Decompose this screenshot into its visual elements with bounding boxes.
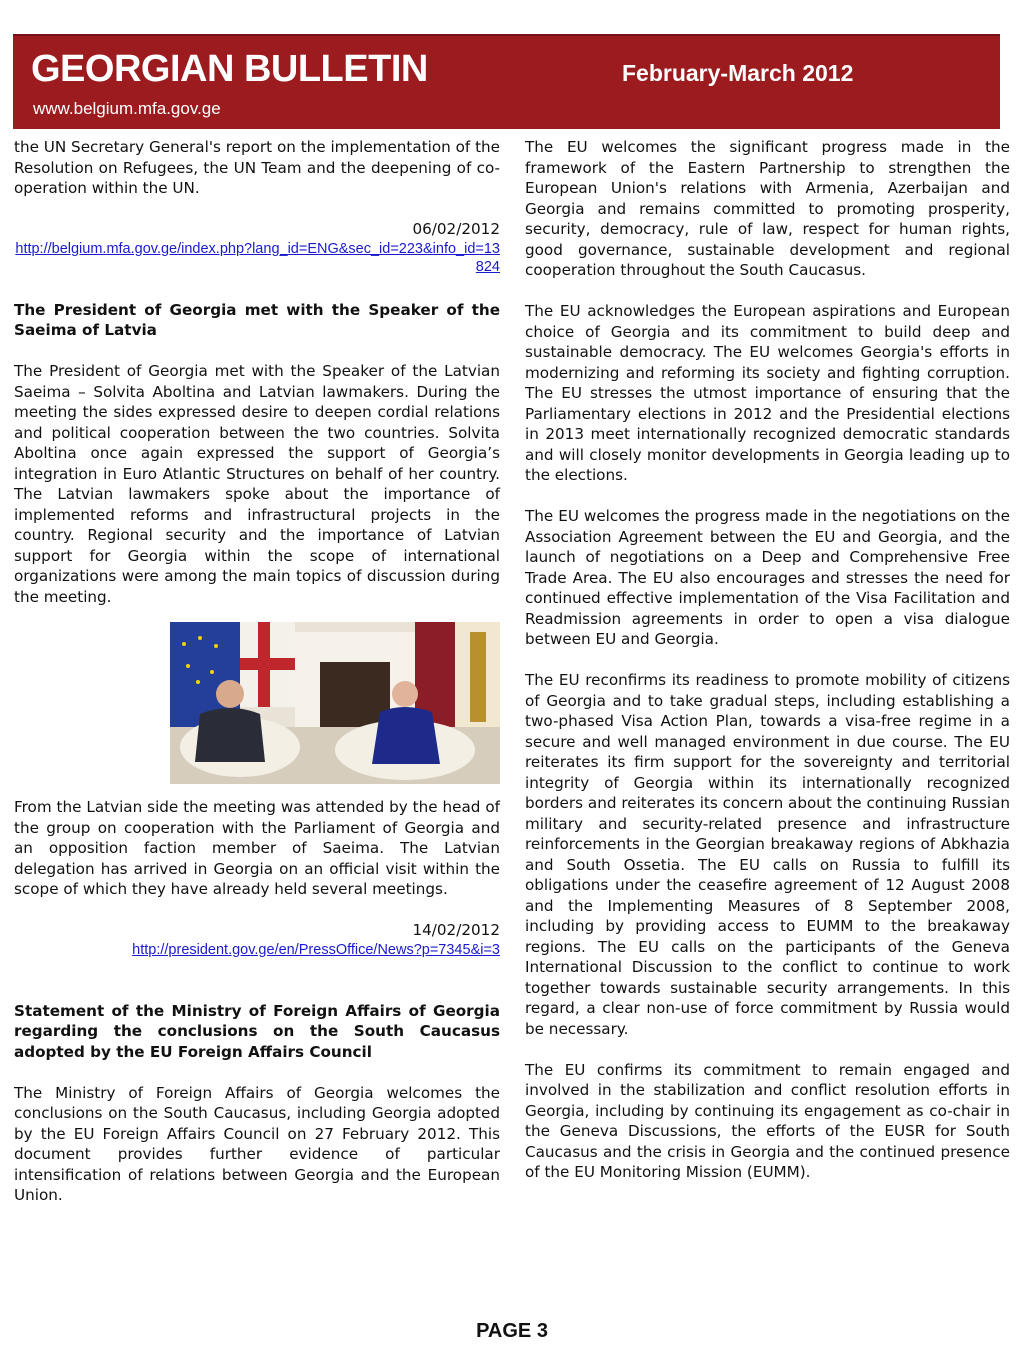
article-paragraph: From the Latvian side the meeting was attended by the head of the group on cooperation with the Parliament of Georgia and an opposition faction member of Saeima. The Latvian delegation has arrived in Georgia on an official visit within the scope of which they have already held several meetings. — [14, 798, 500, 898]
article-paragraph: the UN Secretary General's report on the implementation of the Resolution on Refugees, the UN Team and the deepening of co-operation within the UN. — [14, 138, 500, 197]
article-paragraph: The EU confirms its commitment to remain engaged and involved in the stabilization and conflict resolution efforts in Georgia, including by continuing its engagement as co-chair in the Geneva Discussions, the efforts of the EUSR for South Caucasus and the crisis in Georgia and the continued presence of the EU Monitoring Mission (EUMM). — [525, 1060, 1010, 1181]
article-paragraph: The EU reconfirms its readiness to promote mobility of citizens of Georgia and to take gradual steps, including establishing a two-phased Visa Action Plan, towards a visa-free regime in a secure and well managed environment in due course. The EU reiterates its firm support for the sovereignty and territorial integrity of Georgia within its internationally recognized borders and reiterates its concern about the continuing Russian military and security-related presence and infrastructure reinforcements in the Georgian breakaway regions of Abkhazia and South Ossetia. The EU calls on Russia to fulfill its obligations under the ceasefire agreement of 12 August 2008 and the Implementing Measures of 8 September 2008, including by providing access to EUMM to the breakaway regions. The EU calls on the participants of the Geneva International Discussion to the conflict to continue to work together towards sustainable security arrangements. In this regard, a clear non-use of force commitment by Russia would be necessary. — [525, 671, 1010, 1038]
article-paragraph: The Ministry of Foreign Affairs of Georgia welcomes the conclusions on the South Caucasus, including Georgia adopted by the EU Foreign Affairs Council on 27 February 2012. This document provides further evidence of particular intensification of relations between Georgia and the European Union. — [14, 1083, 500, 1204]
issue-date: February-March 2012 — [622, 60, 854, 86]
article-paragraph: The EU acknowledges the European aspirations and European choice of Georgia and its commitment to build deep and sustainable democracy. The EU welcomes Georgia's efforts in modernizing and reforming its society and fighting corruption. The EU stresses the utmost importance of ensuring that the Parliamentary elections in 2012 and the Presidential elections in 2013 meet internationally recognized democratic standards and will closely monitor developments in Georgia leading up to the elections. — [525, 302, 1010, 484]
page-number: PAGE 3 — [476, 1320, 548, 1342]
meeting-photo — [170, 622, 500, 784]
article-headline: Statement of the Ministry of Foreign Affairs of Georgia regarding the conclusions on the South Caucasus adopted by the EU Foreign Affairs Council — [14, 1001, 500, 1061]
source-link[interactable]: http://president.gov.ge/en/PressOffice/News?p=7345&i=3 — [132, 941, 500, 958]
article-paragraph: The EU welcomes the progress made in the negotiations on the Association Agreement between the EU and Georgia, and the launch of negotiations on a Deep and Comprehensive Free Trade Area. The EU also encourages and stresses the need for continued effective implementation of the Visa Facilitation and Readmission agreements in order to open a visa dialogue between EU and Georgia. — [525, 507, 1010, 648]
bulletin-title: GEORGIAN BULLETIN — [31, 48, 428, 90]
article-paragraph: The EU welcomes the significant progress made in the framework of the Eastern Partnership to strengthen the European Union's relations with Armenia, Azerbaijan and Georgia and remains committed to promoting prosperity, security, democracy, rule of law, respect for human rights, good governance, sustainable development and regional cooperation throughout the South Caucasus. — [525, 138, 1010, 279]
left-column — [14, 137, 500, 1226]
article-date: 14/02/2012 — [412, 921, 500, 939]
header-banner — [13, 34, 1000, 129]
website-url[interactable]: www.belgium.mfa.gov.ge — [33, 99, 221, 118]
article-paragraph: The President of Georgia met with the Speaker of the Latvian Saeima – Solvita Aboltina and Latvian lawmakers. During the meeting the sides expressed desire to deepen cordial relations and political cooperation between the two countries. Solvita Aboltina once again expressed the support of Georgia’s integration in Euro Atlantic Structures on behalf of her country. The Latvian lawmakers spoke about the importance of implemented reforms and infrastructural projects in the country. Regional security and the importance of Latvian support for Georgia within the scope of international organizations were among the main topics of discussion during the meeting. — [14, 362, 500, 606]
article-headline: The President of Georgia met with the Speaker of the Saeima of Latvia — [14, 300, 500, 339]
right-column — [525, 137, 1010, 1203]
article-date: 06/02/2012 — [412, 220, 500, 238]
source-link[interactable]: http://belgium.mfa.gov.ge/index.php?lang_id=ENG&sec_id=223&info_id=13824 — [15, 240, 500, 275]
